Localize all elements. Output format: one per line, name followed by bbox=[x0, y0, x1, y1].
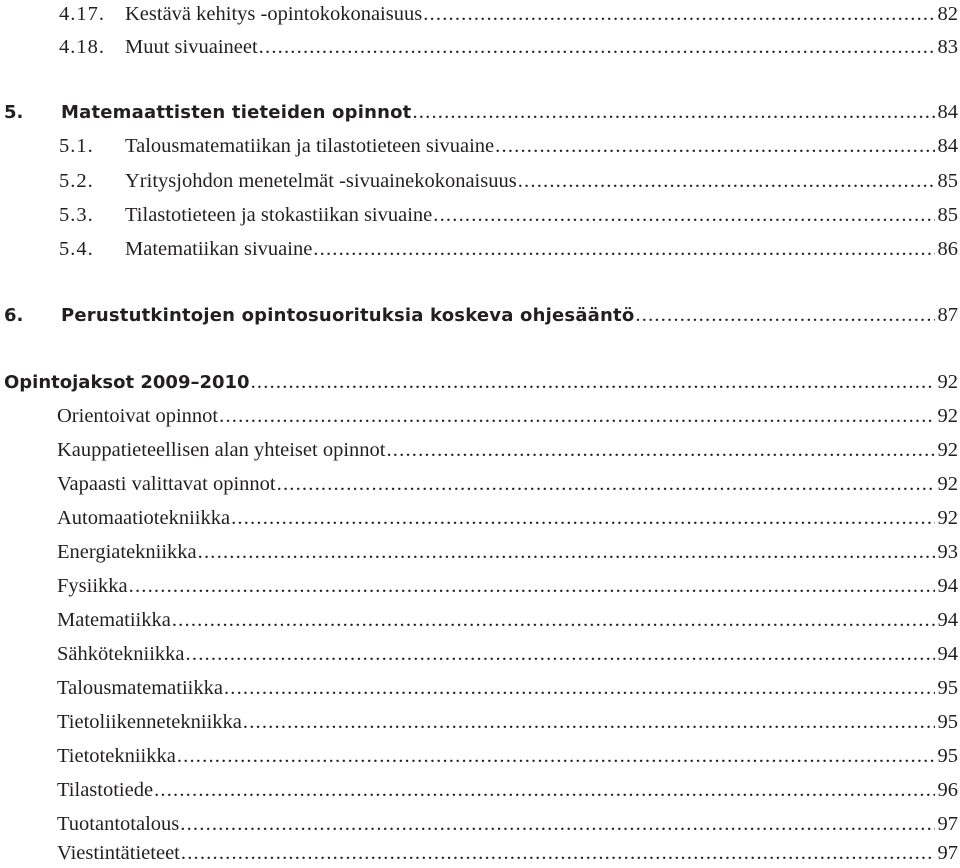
dot-leader bbox=[635, 300, 934, 330]
section-title: Opintojaksot 2009–2010 bbox=[4, 372, 250, 393]
entry-number: 5.3. bbox=[59, 204, 94, 226]
toc-entry bbox=[0, 741, 958, 771]
entry-number: 5.2. bbox=[59, 170, 94, 192]
entry-number: 5.4. bbox=[59, 238, 94, 260]
toc-entry bbox=[0, 809, 958, 839]
dot-leader bbox=[251, 367, 935, 397]
dot-leader bbox=[243, 707, 935, 737]
entry-page: 85 bbox=[937, 170, 958, 192]
dot-leader bbox=[154, 775, 934, 805]
entry-page: 92 bbox=[937, 473, 958, 495]
dot-leader bbox=[224, 673, 935, 703]
entry-number: 5.1. bbox=[59, 135, 94, 157]
dot-leader bbox=[313, 234, 934, 264]
entry-page: 83 bbox=[937, 36, 958, 58]
dot-leader bbox=[433, 200, 934, 230]
entry-page: 93 bbox=[937, 541, 958, 563]
toc-entry bbox=[0, 673, 958, 703]
dot-leader bbox=[259, 32, 935, 62]
entry-title: Tuotantotalous bbox=[57, 813, 180, 835]
entry-page: 86 bbox=[937, 238, 958, 260]
toc-entry bbox=[0, 707, 958, 737]
entry-title: Talousmatematiikan ja tilastotieteen sivuaine bbox=[125, 135, 495, 157]
entry-page: 92 bbox=[937, 507, 958, 529]
entry-page: 94 bbox=[937, 609, 958, 631]
entry-title: Matematiikka bbox=[57, 609, 171, 631]
toc-entry bbox=[0, 131, 958, 161]
entry-page: 97 bbox=[937, 813, 958, 835]
chapter-number: 6. bbox=[4, 305, 24, 326]
chapter-title: Matemaattisten tieteiden opinnot bbox=[61, 102, 412, 123]
entry-title: Orientoivat opinnot bbox=[57, 405, 219, 427]
entry-title: Automaatiotekniikka bbox=[57, 507, 231, 529]
entry-title: Vapaasti valittavat opinnot bbox=[57, 473, 276, 495]
entry-title: Fysiikka bbox=[57, 575, 128, 597]
entry-page: 84 bbox=[937, 135, 958, 157]
chapter-number: 5. bbox=[4, 102, 24, 123]
entry-title: Kestävä kehitys -opintokokonaisuus bbox=[125, 3, 423, 25]
dot-leader bbox=[177, 741, 935, 771]
dot-leader bbox=[180, 809, 934, 839]
entry-page: 97 bbox=[937, 842, 958, 864]
entry-page: 94 bbox=[937, 575, 958, 597]
chapter-title: Perustutkintojen opintosuorituksia koskeva ohjesääntö bbox=[61, 305, 635, 326]
dot-leader bbox=[412, 97, 934, 127]
dot-leader bbox=[277, 469, 935, 499]
entry-page: 94 bbox=[937, 643, 958, 665]
dot-leader bbox=[129, 571, 935, 601]
entry-title: Yritysjohdon menetelmät -sivuainekokonaisuus bbox=[125, 170, 517, 192]
toc-entry bbox=[0, 571, 958, 601]
dot-leader bbox=[495, 131, 934, 161]
toc-entry bbox=[0, 200, 958, 230]
dot-leader bbox=[198, 537, 935, 567]
dot-leader bbox=[186, 639, 935, 669]
entry-page: 95 bbox=[937, 711, 958, 733]
toc-entry bbox=[0, 838, 958, 868]
dot-leader bbox=[219, 401, 934, 431]
toc-entry bbox=[0, 401, 958, 431]
entry-page: 95 bbox=[937, 677, 958, 699]
entry-title: Tilastotiede bbox=[57, 779, 154, 801]
entry-number: 4.17. bbox=[59, 3, 105, 25]
toc-chapter bbox=[0, 97, 958, 127]
dot-leader bbox=[386, 435, 934, 465]
dot-leader bbox=[518, 166, 935, 196]
toc-entry bbox=[0, 537, 958, 567]
chapter-page: 84 bbox=[937, 101, 958, 123]
entry-page: 85 bbox=[937, 204, 958, 226]
dot-leader bbox=[231, 503, 934, 533]
entry-page: 95 bbox=[937, 745, 958, 767]
entry-page: 82 bbox=[937, 3, 958, 25]
entry-title: Energiatekniikka bbox=[57, 541, 197, 563]
toc-entry bbox=[0, 503, 958, 533]
dot-leader bbox=[172, 605, 935, 635]
toc-entry bbox=[0, 234, 958, 264]
toc-entry bbox=[0, 775, 958, 805]
entry-page: 96 bbox=[937, 779, 958, 801]
dot-leader bbox=[181, 838, 935, 868]
entry-title: Matematiikan sivuaine bbox=[125, 238, 313, 260]
entry-page: 92 bbox=[937, 405, 958, 427]
entry-page: 92 bbox=[937, 439, 958, 461]
entry-title: Muut sivuaineet bbox=[125, 36, 258, 58]
entry-title: Viestintätieteet bbox=[57, 842, 180, 864]
entry-title: Tilastotieteen ja stokastiikan sivuaine bbox=[125, 204, 433, 226]
toc-entry bbox=[0, 166, 958, 196]
entry-title: Tietoliikennetekniikka bbox=[57, 711, 242, 733]
toc-chapter bbox=[0, 300, 958, 330]
dot-leader bbox=[423, 0, 934, 29]
entry-title: Kauppatieteellisen alan yhteiset opinnot bbox=[57, 439, 386, 461]
toc-entry bbox=[0, 469, 958, 499]
toc-entry bbox=[0, 435, 958, 465]
entry-title: Sähkötekniikka bbox=[57, 643, 185, 665]
toc-entry bbox=[0, 0, 958, 29]
toc-entry bbox=[0, 32, 958, 62]
entry-title: Tietotekniikka bbox=[57, 745, 176, 767]
chapter-page: 87 bbox=[937, 304, 958, 326]
toc-entry bbox=[0, 639, 958, 669]
entry-number: 4.18. bbox=[59, 36, 105, 58]
toc-entry bbox=[0, 605, 958, 635]
entry-title: Talousmatematiikka bbox=[57, 677, 223, 699]
section-page: 92 bbox=[937, 371, 958, 393]
toc-section bbox=[0, 367, 958, 397]
